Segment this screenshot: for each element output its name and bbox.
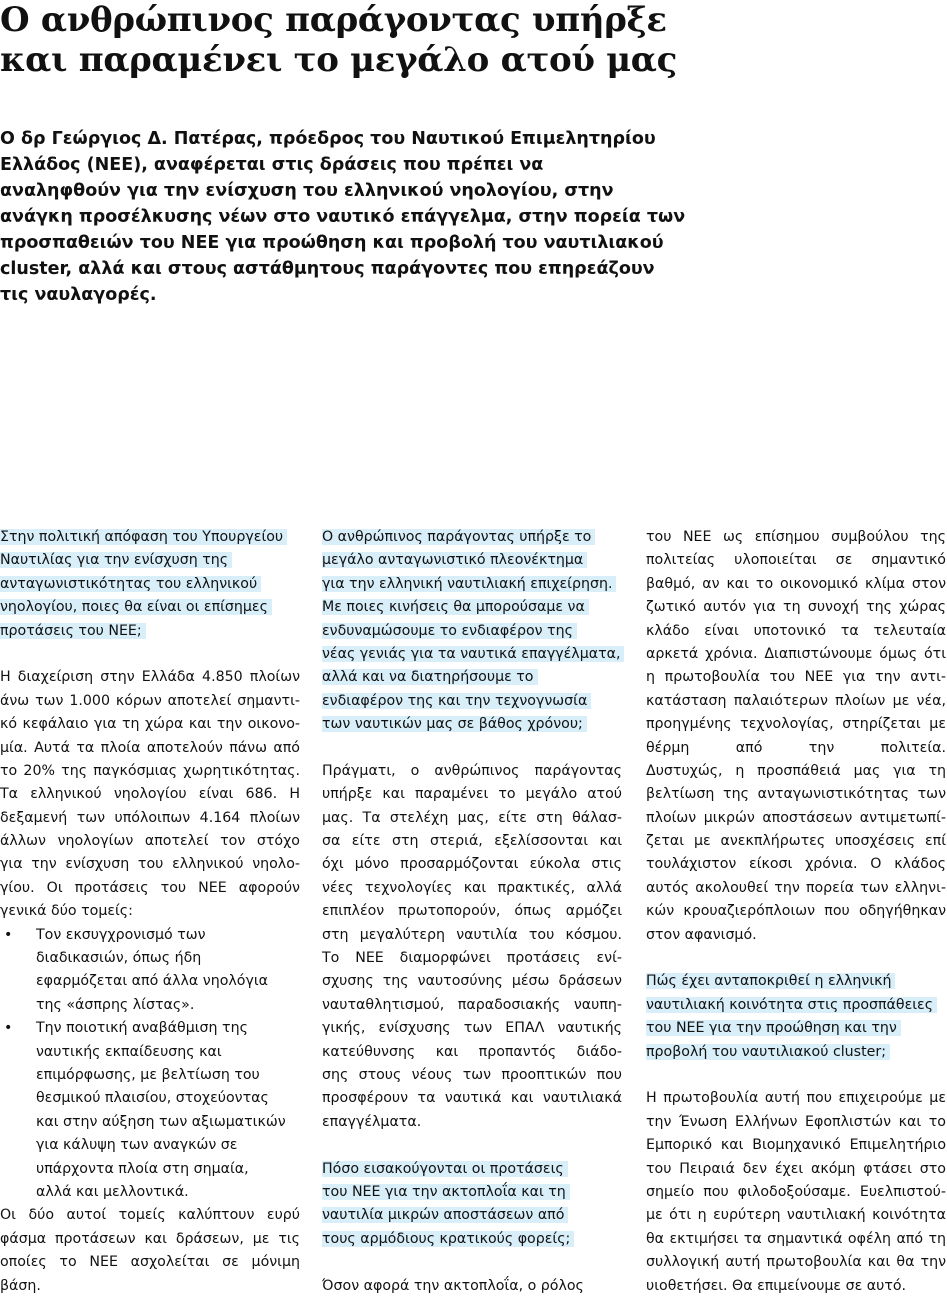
bullet-marker: • (4, 1020, 13, 1037)
text-line: άλλων νηολογίων αποτελεί τον στόχο (0, 833, 300, 850)
text-line: • Τον εκσυγχρονισμό των (0, 924, 300, 947)
text-line: του ΝΕΕ για την ακτοπλοΐα και τη (322, 1181, 622, 1204)
text-line: Η διαχείριση στην Ελλάδα 4.850 πλοίων (0, 669, 300, 686)
bullet-item-2 (0, 1017, 300, 1204)
question-2 (322, 526, 622, 737)
text-line: το 20% της παγκόσμιας χωρητικότητας. (0, 762, 300, 779)
text-line: φάσμα προτάσεων και δράσεων, με τις (0, 1230, 300, 1247)
text-line: στον αφανισμό. (646, 926, 757, 943)
text-line: πλοίων μικρών αποστάσεων αντιμετωπί- (646, 809, 946, 826)
text-line: οποίες το ΝΕΕ ασχολείται σε μόνιμη (0, 1254, 300, 1271)
text-line: Με ποιες κινήσεις θα μπορούσαμε να (322, 596, 622, 619)
text-line: γενικά δύο τομείς: (0, 903, 133, 920)
text-line: νέας γενιάς για τα ναυτικά επαγγέλματα, (322, 643, 622, 666)
text-line: ναυτικής εκπαίδευσης και (36, 1043, 222, 1060)
text-line: Η πρωτοβουλία αυτή που επιχειρούμε με (646, 1090, 946, 1107)
text-line: Ναυτιλίας για την ενίσχυση της (0, 549, 300, 572)
text-line: η πρωτοβουλία του ΝΕΕ για την αντι- (646, 669, 946, 686)
text-line: προσφέρουν τα ναυτικά και ναυτιλιακά (322, 1090, 622, 1107)
text-line: της «άσπρης λίστας». (36, 996, 195, 1013)
text-line: ενδιαφέρον της και την τεχνογνωσία (322, 690, 622, 713)
text-line: υπάρχοντα πλοία στη σημαία, (36, 1160, 249, 1177)
text-line: την Ένωση Ελλήνων Εφοπλιστών και το (646, 1113, 946, 1130)
text-line: κό κεφάλαιο για τη χώρα και την οικονο- (0, 716, 300, 733)
text-line: θα εκτιμήσει τα σημαντικά οφέλη από τη (646, 1230, 946, 1247)
text-line: πολιτείας υλοποιείται σε σημαντικό (646, 552, 946, 569)
text-line: κατάσταση παλαιότερων πλοίων με νέα, (646, 692, 946, 709)
text-line: σα είτε στη στεριά, εξελίσσονται και (322, 833, 622, 850)
text-line: ναυτιλιακή κοινότητα στις προσπάθειες (646, 994, 946, 1017)
text-line: Εμπορικό και Βιομηχανικό Επιμελητήριο (646, 1137, 946, 1154)
answer-2 (322, 760, 622, 1134)
text-line: υιοθετήσει. Θα επιμείνουμε σε αυτό. (646, 1277, 907, 1294)
text-line: γικής, ενίσχυσης των ΕΠΑΛ ναυτικής (322, 1020, 622, 1037)
text-line: δεξαμενή των υπόλοιπων 4.164 πλοίων (0, 809, 300, 826)
question-3 (322, 1158, 622, 1252)
bullet-marker: • (4, 926, 13, 943)
answer-1-end (0, 1204, 300, 1298)
text-line: για την ελληνική ναυτιλιακή επιχείρηση. (322, 573, 622, 596)
text-line: διαδικασιών, όπως ήδη (36, 950, 202, 967)
text-line: του Πειραιά δεν έχει ακόμη φτάσει στο (646, 1160, 946, 1177)
text-line: κατεύθυνσης και προπαντός διάδο- (322, 1043, 622, 1060)
text-line: Ελλάδος (ΝΕΕ), αναφέρεται στις δράσεις που πρέπει να (0, 155, 544, 175)
text-line: των ναυτικών μας σε βάθος χρόνου; (322, 713, 622, 736)
text-line: και παραμένει το μεγάλο ατού μας (0, 40, 678, 80)
text-line: μας. Τα στελέχη μας, είτε στη θάλασ- (322, 809, 622, 826)
text-line: κλάδο είναι υποτονικό τα τελευταία (646, 622, 946, 639)
column-1 (0, 526, 300, 1298)
text-line: Οι δύο αυτοί τομείς καλύπτουν ευρύ (0, 1207, 300, 1224)
text-line: βελτίωση της ανταγωνιστικότητας των (646, 786, 946, 803)
text-line: θεσμικού πλαισίου, στοχεύοντας (36, 1090, 269, 1107)
text-line: επαγγέλματα. (322, 1113, 422, 1130)
text-line: αναληφθούν για την ενίσχυση του ελληνικού νηολογίου, στην (0, 181, 614, 201)
column-2 (322, 526, 622, 1298)
text-line: Πώς έχει ανταποκριθεί η ελληνική (646, 970, 946, 993)
text-line: άνω των 1.000 κόρων αποτελεί σημαντι- (0, 692, 300, 709)
text-line: Τα ελληνικού νηολογίου είναι 686. Η (0, 786, 300, 803)
text-line: για την ενίσχυση του ελληνικού νηολο- (0, 856, 300, 873)
text-line: Ο ανθρώπινος παράγοντας υπήρξε (0, 0, 667, 40)
text-line: Στην πολιτική απόφαση του Υπουργείου (0, 526, 300, 549)
answer-1 (0, 666, 300, 923)
text-line: και στην αύξηση των αξιωματικών (36, 1113, 286, 1130)
text-line: επιμόρφωσης, με βελτίωση του (36, 1066, 260, 1083)
text-line: στη μεγαλύτερη ναυτιλία του κόσμου. (322, 926, 622, 943)
article-lead (0, 126, 686, 308)
question-4 (646, 970, 946, 1064)
text-line: κών κρουαζιερόπλοιων που οδηγήθηκαν (646, 903, 946, 920)
text-line: σης στους νέους των προοπτικών που (322, 1066, 622, 1083)
answer-4 (646, 1087, 946, 1298)
text-line: προτάσεις του ΝΕΕ; (0, 620, 300, 643)
text-line: Πόσο εισακούγονται οι προτάσεις (322, 1158, 622, 1181)
text-line: Όσον αφορά την ακτοπλοΐα, ο ρόλος (322, 1277, 584, 1294)
text-line: συλλογική αυτή πρωτοβουλία και θα την (646, 1254, 946, 1271)
article-title (0, 0, 940, 80)
text-line: αρκετά χρόνια. Διαπιστώνουμε όμως ότι (646, 645, 946, 662)
bullet-item-1 (0, 924, 300, 1018)
text-line: προηγμένης τεχνολογίας, στηρίζεται με (646, 716, 946, 733)
text-line: Πράγματι, ο ανθρώπινος παράγοντας (322, 762, 622, 779)
text-line: επιπλέον πρωτοπορούν, όπως αρμόζει (322, 903, 622, 920)
text-line: ναυτιλία μικρών αποστάσεων από (322, 1204, 622, 1227)
text-line: Το ΝΕΕ διαμορφώνει προτάσεις ενί- (322, 950, 622, 967)
text-line: μεγάλο ανταγωνιστικό πλεονέκτημα (322, 549, 622, 572)
text-line: τουλάχιστον είκοσι χρόνια. Ο κλάδος (646, 856, 946, 873)
text-line: ανάγκη προσέλκυσης νέων στο ναυτικό επάγγελμα, στην πορεία των (0, 207, 686, 227)
text-line: θέρμη από την πολιτεία. (646, 739, 946, 756)
text-line: προβολή του ναυτιλιακού cluster; (646, 1041, 946, 1064)
text-line: γίου. Οι προτάσεις του ΝΕΕ αφορούν (0, 879, 300, 896)
text-line: τις ναυλαγορές. (0, 285, 157, 305)
text-line: ανταγωνιστικότητας του ελληνικού (0, 573, 300, 596)
text-line: • Την ποιοτική αναβάθμιση της (0, 1017, 300, 1040)
text-line: Δυστυχώς, η προσπάθειά μας για τη (646, 762, 946, 779)
column-3 (646, 526, 946, 1298)
text-line: όχι μόνο προσαρμόζονται εύκολα στις (322, 856, 622, 873)
text-line: τους αρμόδιους κρατικούς φορείς; (322, 1228, 622, 1251)
text-line: εφαρμόζεται από άλλα νηολόγια (36, 973, 268, 990)
text-line: cluster, αλλά και στους αστάθμητους παράγοντες που επηρεάζουν (0, 259, 655, 279)
text-line: σημείο που φιλοδοξούσαμε. Ευελπιστού- (646, 1183, 946, 1200)
text-line: νηολογίου, ποιες θα είναι οι επίσημες (0, 596, 300, 619)
text-line: του ΝΕΕ για την προώθηση και την (646, 1017, 946, 1040)
text-line: αλλά και μελλοντικά. (36, 1183, 189, 1200)
answer-3-continued (646, 526, 946, 947)
answer-3-start (322, 1275, 622, 1298)
text-line: υπήρξε και παραμένει το μεγάλο ατού (322, 786, 622, 803)
text-line: για κάλυψη των αναγκών σε (36, 1137, 238, 1154)
text-line: με ότι η ευρύτερη ναυτιλιακή κοινότητα (646, 1207, 946, 1224)
text-line: ζεται με ανεκπλήρωτες υποσχέσεις επί (646, 833, 946, 850)
text-line: σχυσης της ναυτοσύνης μέσω δράσεων (322, 973, 622, 990)
text-line: αυτός ακολουθεί την πορεία των ελληνι- (646, 879, 946, 896)
question-1 (0, 526, 300, 643)
text-line: ναυταθλητισμού, παραδοσιακής ναυπη- (322, 996, 622, 1013)
text-line: βαθμό, αν και το οικονομικό κλίμα στον (646, 575, 946, 592)
text-line: νέες τεχνολογίες και πρακτικές, αλλά (322, 879, 622, 896)
text-line: ζωτικό αυτόν για τη συνοχή της χώρας (646, 599, 946, 616)
text-line: βάση. (0, 1277, 41, 1294)
text-line: αλλά και να διατηρήσουμε το (322, 666, 622, 689)
text-line: Ο δρ Γεώργιος Δ. Πατέρας, πρόεδρος του Ναυτικού Επιμελητηρίου (0, 129, 656, 149)
text-line: μία. Αυτά τα πλοία αποτελούν πάνω από (0, 739, 300, 756)
text-line: προσπαθειών του ΝΕΕ για προώθηση και προβολή του ναυτιλιακού (0, 233, 664, 253)
text-line: Ο ανθρώπινος παράγοντας υπήρξε το (322, 526, 622, 549)
text-line: του ΝΕΕ ως επίσημου συμβούλου της (646, 529, 946, 545)
text-line: ενδυναμώσουμε το ενδιαφέρον της (322, 620, 622, 643)
